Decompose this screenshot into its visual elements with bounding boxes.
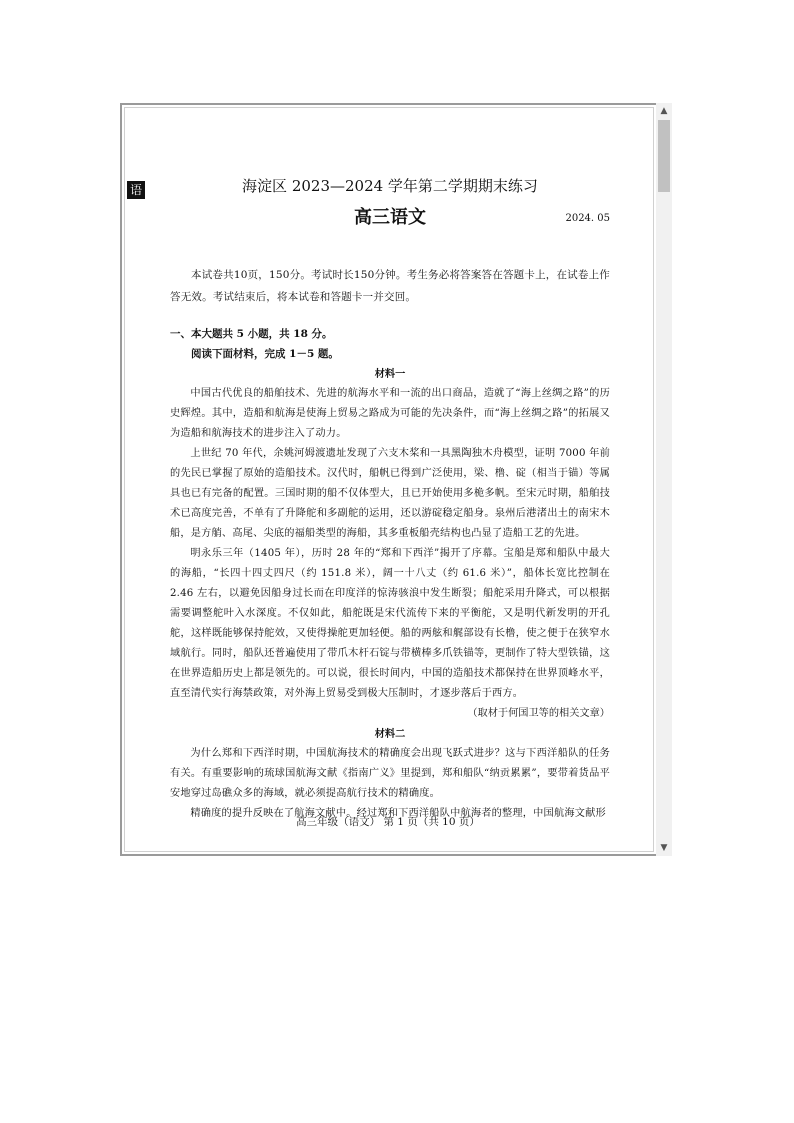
material-1-title: 材料一 bbox=[374, 368, 406, 380]
material-1-source: （取材于何国卫等的相关文章） bbox=[467, 708, 610, 719]
page-footer: 高三年级（语文） 第 1 页（共 10 页） bbox=[296, 816, 480, 828]
exam-page bbox=[170, 170, 610, 824]
exam-date: 2024. 05 bbox=[565, 213, 610, 224]
material-2-title: 材料二 bbox=[374, 728, 406, 740]
subject-title: 高三语文 bbox=[354, 207, 426, 228]
subject-side-tab: 语 bbox=[127, 181, 145, 199]
material-2-paragraph: 为什么郑和下西洋时期，中国航海技术的精确度会出现飞跃式进步？这与下西洋船队的任务有关。有重要影响的琉球国航海文献《指南广义》里提到，郑和船队“纳贡累累”，要带着货品平安地穿过岛礁众多的海域，就必须提高航行技术的精确度。 bbox=[170, 748, 610, 799]
section-instruction: 阅读下面材料，完成 1－5 题。 bbox=[191, 348, 339, 360]
material-1-paragraph: 中国古代优良的船舶技术、先进的航海水平和一流的出口商品，造就了“海上丝绸之路”的历史辉煌。其中，造船和航海是使海上贸易之路成为可能的先决条件，而“海上丝绸之路”的拓展又为造船和航海技术的进步注入了动力。 bbox=[170, 388, 610, 439]
subject-row bbox=[170, 204, 610, 234]
exam-instructions: 本试卷共10页，150分。考试时长150分钟。考生务必将答案答在答题卡上，在试卷上作答无效。考试结束后，将本试卷和答题卡一并交回。 bbox=[170, 269, 610, 303]
scroll-down-arrow-icon[interactable]: ▼ bbox=[660, 843, 668, 853]
material-1-paragraph: 上世纪 70 年代，余姚河姆渡遗址发现了六支木桨和一具黑陶独木舟模型，证明 7000 年前的先民已掌握了原始的造船技术。汉代时，船帆已得到广泛使用，梁、橹、碇（相当于锚）等属具也已有完备的配置。三国时期的船不仅体型大，且已开始使用多桅多帆。至宋元时期，船舶技术已高度完善，不单有了升降舵和多副舵的运用，还以游碇稳定船身。泉州后港渚出土的南宋木船，是方艄、高尾、尖底的福船类型的海船，其多重板船壳结构也凸显了造船工艺的先进。 bbox=[170, 448, 610, 539]
vertical-scrollbar[interactable] bbox=[656, 103, 672, 856]
material-1-paragraph: 明永乐三年（1405 年），历时 28 年的“郑和下西洋”揭开了序幕。宝船是郑和船队中最大的海船，“长四十四丈四尺（约 151.8 米），阔一十八丈（约 61.6 米）”，船体长宽比控制在 2.46 左右，以避免因船身过长而在印度洋的惊涛骇浪中发生断裂；船舵采用升降式，可以根据需要调整舵叶入水深度。不仅如此，船舵既是宋代流传下来的平衡舵，又是明代新发明的开孔舵，这样既能够保持舵效，又使得操舵更加轻便。船的两舷和艉部设有长橹，使之便于在狭窄水域航行。同时，船队还普遍使用了带爪木杆石锭与带横棒多爪铁锚等，更制作了特大型铁锚，这在世界造船历史上都是领先的。可以说，很长时间内，中国的造船技术都保持在世界顶峰水平，直至清代实行海禁政策，对外海上贸易受到极大压制时，才逐步落后于西方。 bbox=[170, 548, 610, 699]
scroll-thumb[interactable] bbox=[658, 120, 670, 192]
exam-title: 海淀区 2023—2024 学年第二学期期末练习 bbox=[242, 177, 538, 195]
scroll-up-arrow-icon[interactable]: ▲ bbox=[660, 106, 668, 116]
section-heading: 一、本大题共 5 小题，共 18 分。 bbox=[170, 328, 333, 340]
material-2-paragraph: 精确度的提升反映在了航海文献中。经过郑和下西洋船队中航海者的整理，中国航海文献形 bbox=[190, 808, 606, 819]
